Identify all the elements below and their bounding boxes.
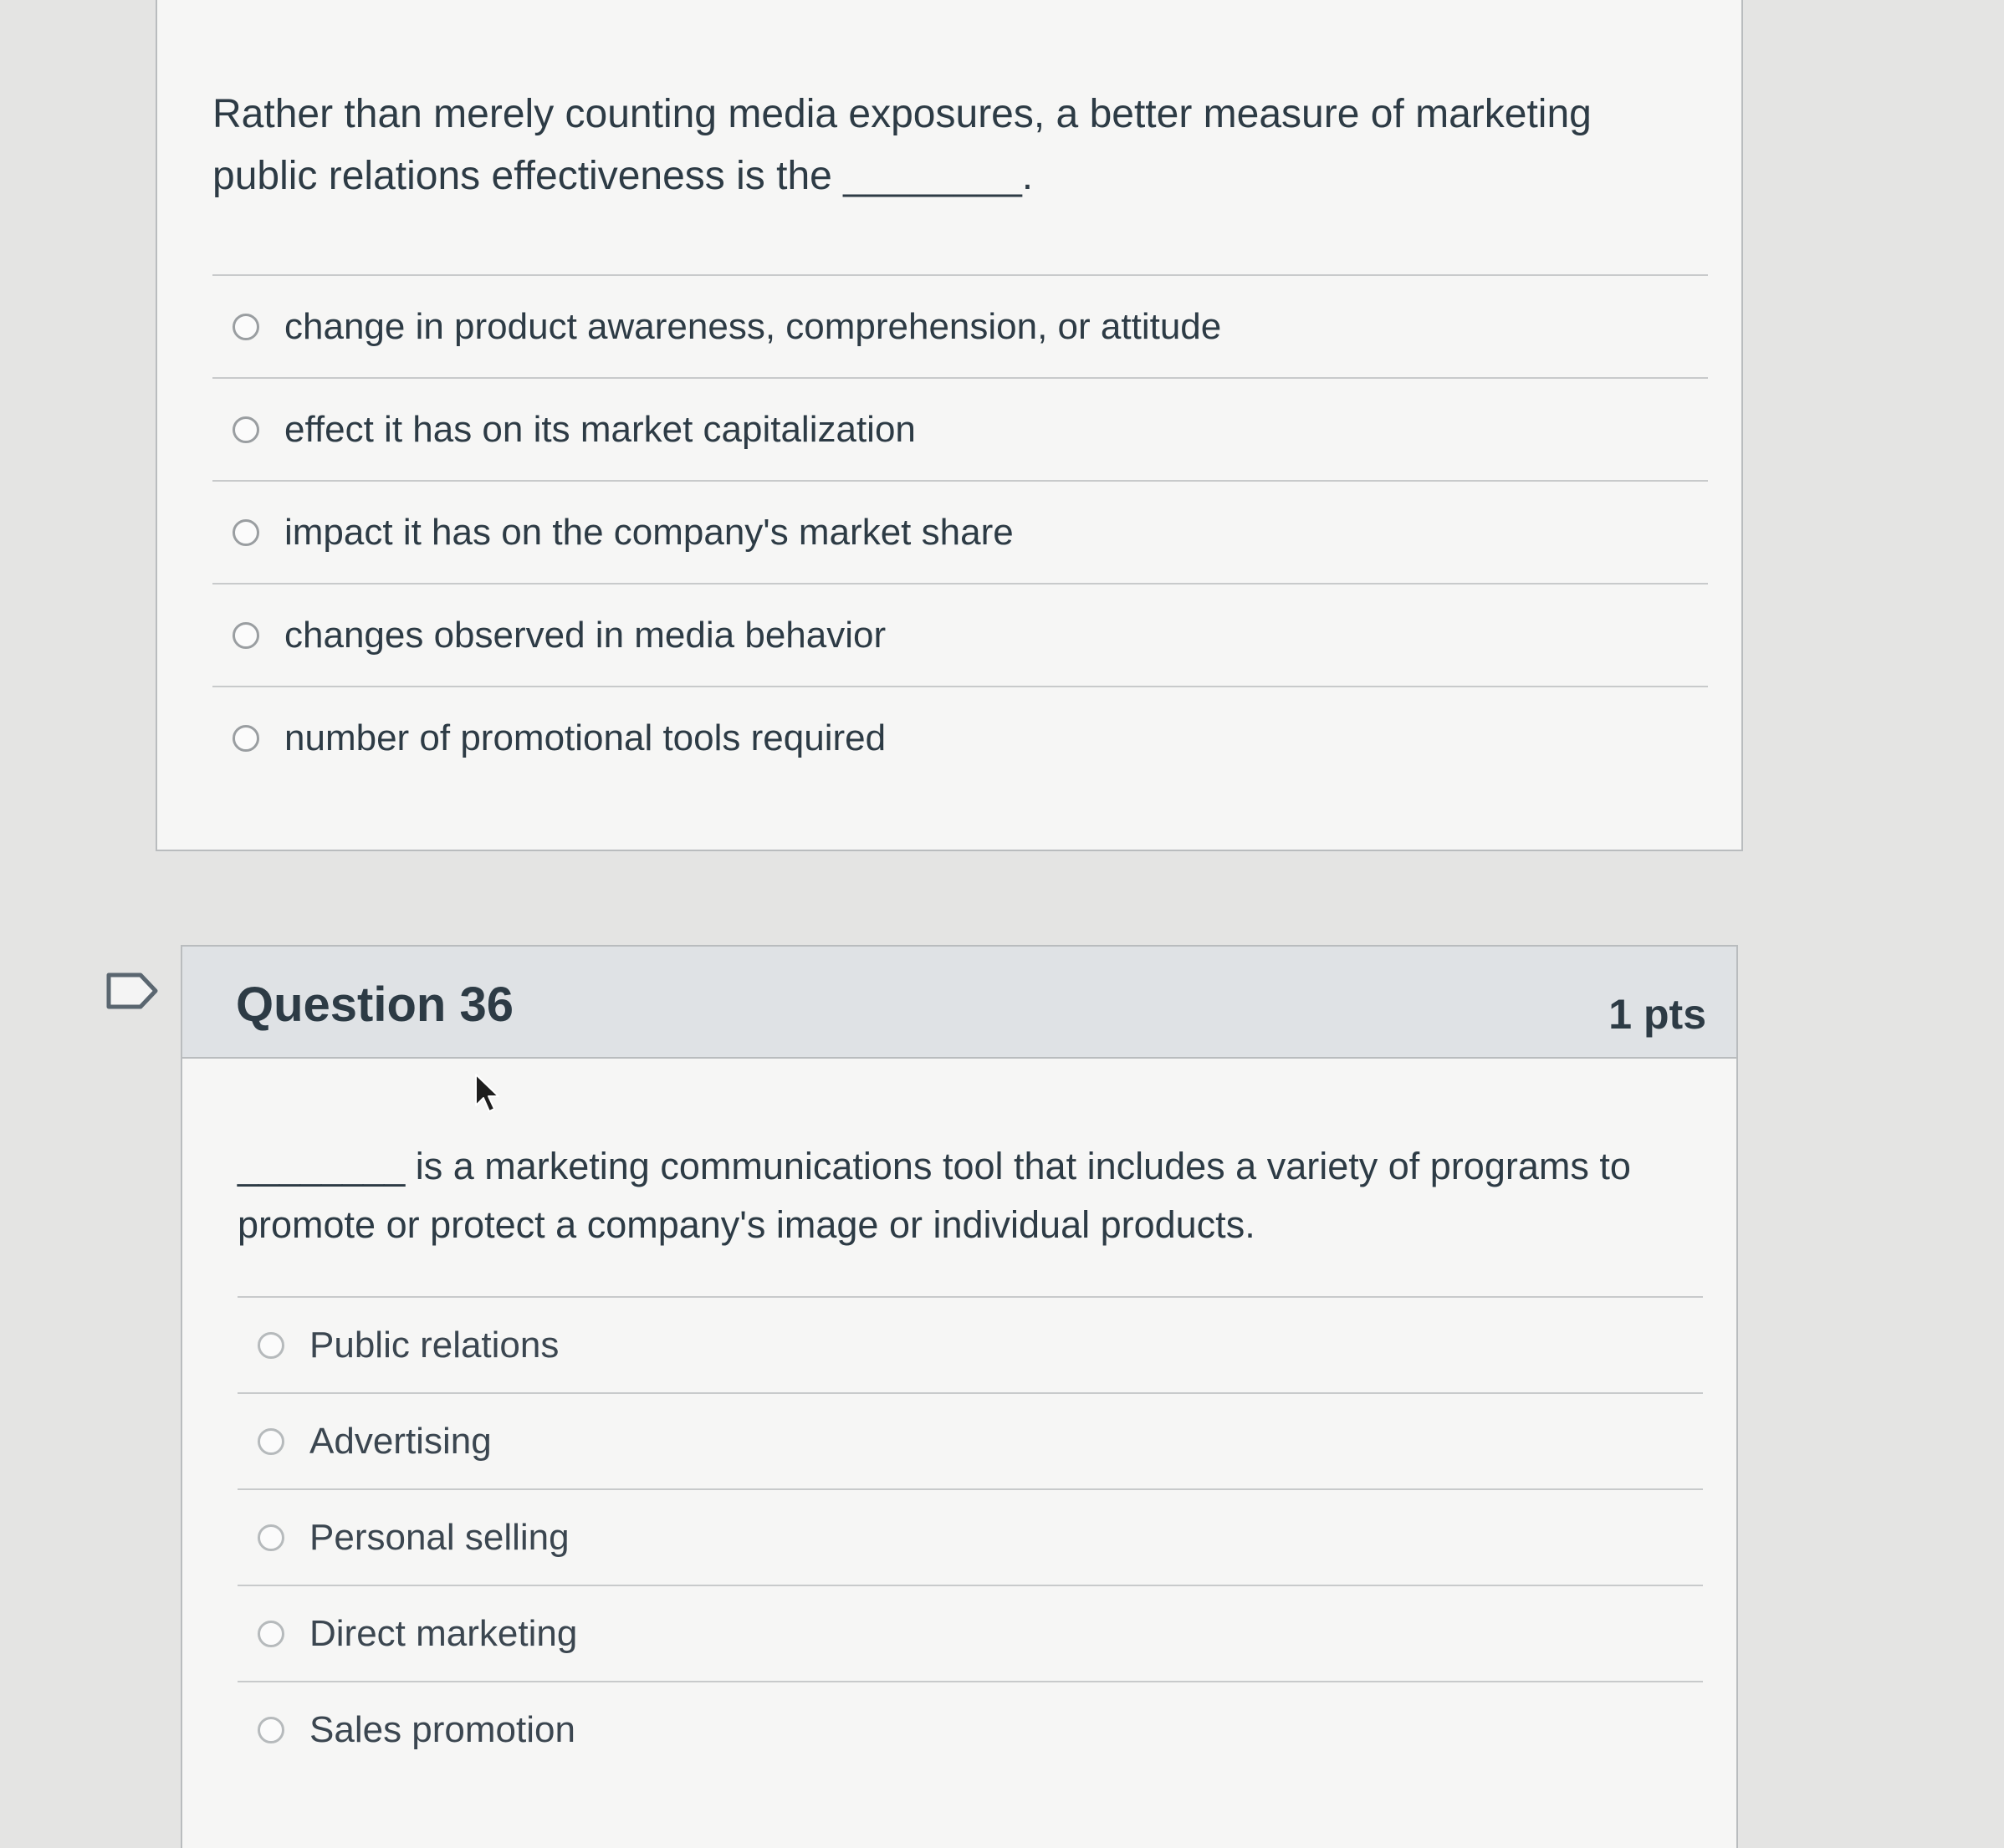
answer-option[interactable] — [212, 686, 1708, 789]
radio-button[interactable] — [258, 1524, 284, 1551]
answer-option[interactable] — [212, 480, 1708, 583]
answer-label[interactable]: Public relations — [309, 1324, 560, 1366]
question-header — [182, 947, 1736, 1059]
radio-button[interactable] — [233, 519, 259, 546]
question-36-answers — [238, 1296, 1703, 1777]
question-35-text: Rather than merely counting media exposures, a better measure of marketing public relations effectiveness is the ________. — [212, 92, 1592, 198]
answer-label[interactable]: effect it has on its market capitalization — [284, 408, 916, 450]
answer-label[interactable]: Personal selling — [309, 1516, 570, 1558]
answer-label[interactable]: Direct marketing — [309, 1612, 578, 1654]
radio-button[interactable] — [233, 725, 259, 752]
question-36-card — [181, 945, 1738, 1848]
mouse-cursor-icon — [473, 1072, 502, 1115]
answer-label[interactable]: Sales promotion — [309, 1708, 575, 1750]
question-36-text: ________ is a marketing communications tool that includes a variety of programs to promote or protect a company's image or individual products. — [238, 1145, 1631, 1246]
answer-option[interactable] — [238, 1681, 1703, 1777]
answer-option[interactable] — [212, 274, 1708, 377]
answer-label[interactable]: Advertising — [309, 1420, 492, 1462]
answer-option[interactable] — [238, 1296, 1703, 1392]
radio-button[interactable] — [258, 1428, 284, 1455]
answer-label[interactable]: impact it has on the company's market share — [284, 511, 1014, 553]
question-35-card — [156, 0, 1743, 851]
answer-label[interactable]: change in product awareness, comprehension, or attitude — [284, 305, 1222, 347]
question-title: Question 36 — [236, 978, 514, 1032]
answer-label[interactable]: changes observed in media behavior — [284, 614, 887, 656]
radio-button[interactable] — [233, 416, 259, 443]
answer-option[interactable] — [212, 377, 1708, 480]
answer-option[interactable] — [212, 583, 1708, 686]
answer-option[interactable] — [238, 1488, 1703, 1585]
answer-label[interactable]: number of promotional tools required — [284, 717, 887, 758]
answer-option[interactable] — [238, 1585, 1703, 1681]
radio-button[interactable] — [258, 1621, 284, 1647]
answer-option[interactable] — [238, 1392, 1703, 1488]
question-35-answers — [212, 274, 1708, 789]
flag-question-icon[interactable] — [104, 970, 162, 1012]
question-points: 1 pts — [1608, 991, 1706, 1038]
radio-button[interactable] — [258, 1332, 284, 1359]
radio-button[interactable] — [233, 622, 259, 649]
radio-button[interactable] — [233, 314, 259, 340]
radio-button[interactable] — [258, 1717, 284, 1743]
